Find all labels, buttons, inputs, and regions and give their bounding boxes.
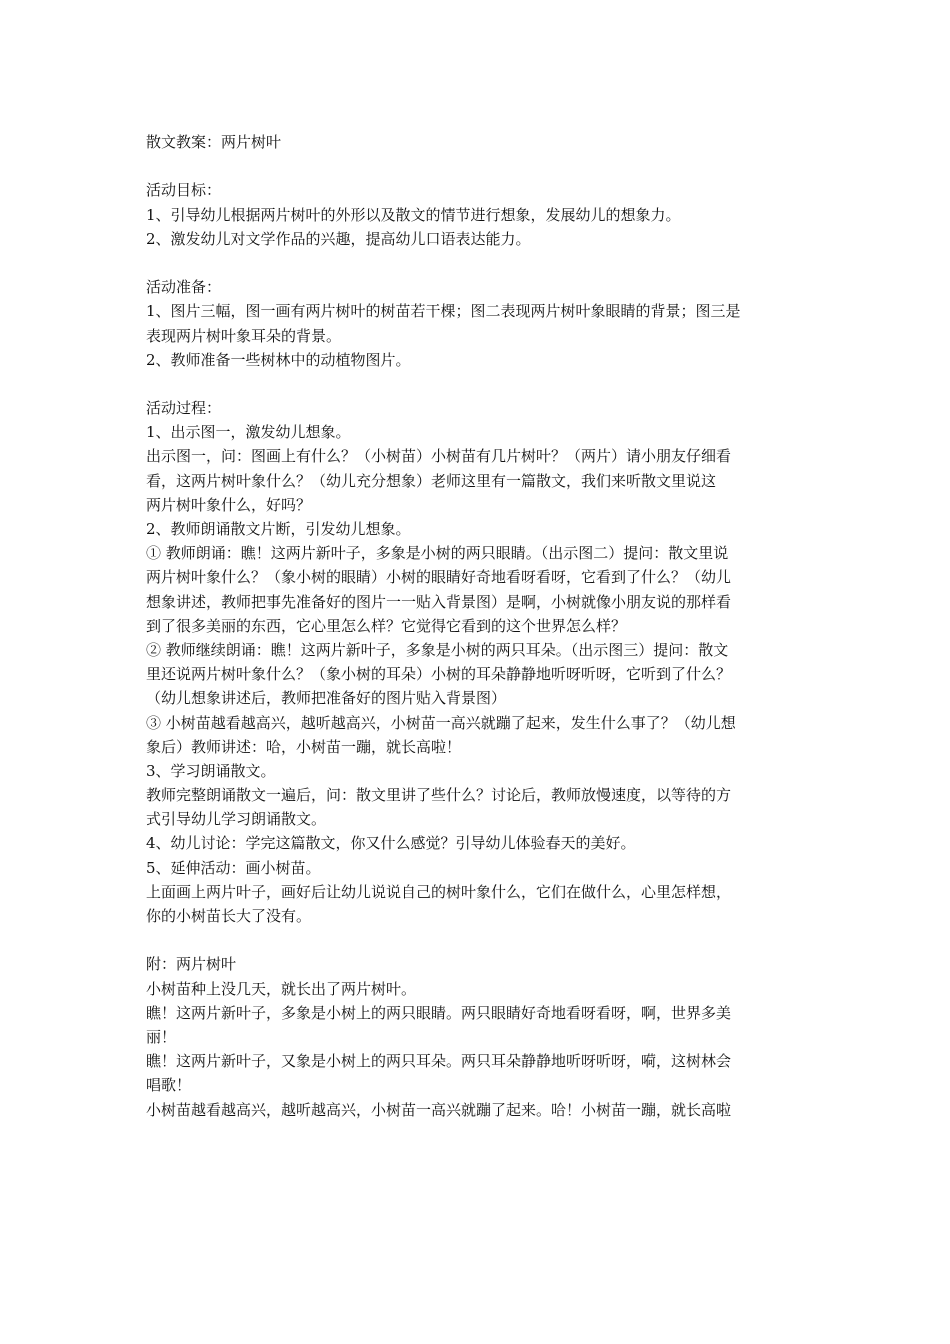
text-line: 唱歌！ (146, 1076, 192, 1095)
text-line: 到了很多美丽的东西，它心里怎么样？它觉得它看到的这个世界怎么样？ (146, 616, 627, 635)
text-line: 瞧！这两片新叶子，多象是小树上的两只眼睛。两只眼睛好奇地看呀看呀，啊，世界多美 (146, 1003, 732, 1022)
text-line: 5、延伸活动：画小树苗。 (146, 858, 321, 877)
blank-line (146, 372, 808, 396)
text-line: 出示图一，问：图画上有什么？（小树苗）小树苗有几片树叶？（两片）请小朋友仔细看 (146, 447, 732, 466)
text-line: 里还说两片树叶象什么？（象小树的耳朵）小树的耳朵静静地听呀听呀，它听到了什么？ (146, 665, 732, 684)
text-line: 丽！ (146, 1027, 177, 1046)
document-body (146, 130, 808, 1122)
blank-line (146, 154, 808, 178)
section-heading-appendix: 附：两片树叶 (146, 955, 237, 974)
blank-line (146, 251, 808, 275)
section-heading-preparation: 活动准备： (146, 278, 222, 297)
section-heading-process: 活动过程： (146, 399, 222, 418)
text-line: 教师完整朗诵散文一遍后，问：散文里讲了些什么？讨论后，教师放慢速度，以等待的方 (146, 786, 732, 805)
text-line: 1、引导幼儿根据两片树叶的外形以及散文的情节进行想象，发展幼儿的想象力。 (146, 205, 681, 224)
text-line: 式引导幼儿学习朗诵散文。 (146, 810, 327, 829)
text-line: 上面画上两片叶子，画好后让幼儿说说自己的树叶象什么，它们在做什么，心里怎样想， (146, 882, 732, 901)
text-line: 想象讲述，教师把事先准备好的图片一一贴入背景图）是啊，小树就像小朋友说的那样看 (146, 592, 732, 611)
text-line: 你的小树苗长大了没有。 (146, 907, 312, 925)
text-line: 小树苗越看越高兴，越听越高兴，小树苗一高兴就蹦了起来。哈！小树苗一蹦，就长高啦 (146, 1100, 732, 1119)
text-line: 3、学习朗诵散文。 (146, 761, 276, 780)
document-title: 散文教案：两片树叶 (146, 133, 282, 151)
text-line: 1、出示图一，激发幼儿想象。 (146, 423, 351, 442)
text-line: 看，这两片树叶象什么？（幼儿充分想象）老师这里有一篇散文，我们来听散文里说这 (146, 471, 717, 490)
text-line: ③ 小树苗越看越高兴，越听越高兴，小树苗一高兴就蹦了起来，发生什么事了？（幼儿想 (146, 713, 736, 732)
text-line: 小树苗种上没几天，就长出了两片树叶。 (146, 979, 417, 998)
text-line: 2、激发幼儿对文学作品的兴趣，提高幼儿口语表达能力。 (146, 229, 531, 248)
text-line: 瞧！这两片新叶子，又象是小树上的两只耳朵。两只耳朵静静地听呀听呀，嗬，这树林会 (146, 1052, 732, 1071)
text-line: 2、教师朗诵散文片断，引发幼儿想象。 (146, 520, 411, 538)
text-line: 两片树叶象什么，好吗？ (146, 495, 312, 514)
text-line: 2、教师准备一些树林中的动植物图片。 (146, 350, 411, 369)
text-line: （幼儿想象讲述后，教师把准备好的图片贴入背景图） (146, 689, 507, 708)
text-line: 表现两片树叶象耳朵的背景。 (146, 326, 342, 345)
text-line: 两片树叶象什么？（象小树的眼睛）小树的眼睛好奇地看呀看呀，它看到了什么？（幼儿 (146, 568, 732, 587)
section-heading-goals: 活动目标： (146, 181, 222, 200)
text-line: 象后）教师讲述：哈，小树苗一蹦，就长高啦！ (146, 737, 462, 756)
text-line: ② 教师继续朗诵：瞧！这两片新叶子，多象是小树的两只耳朵。（出示图三）提问：散文 (146, 640, 729, 659)
text-line: 1、图片三幅，图一画有两片树叶的树苗若干棵；图二表现两片树叶象眼睛的背景；图三是 (146, 302, 741, 321)
text-line: ① 教师朗诵：瞧！这两片新叶子，多象是小树的两只眼睛。（出示图二）提问：散文里说 (146, 544, 729, 563)
text-line: 4、幼儿讨论：学完这篇散文，你又什么感觉？引导幼儿体验春天的美好。 (146, 834, 636, 853)
blank-line (146, 928, 808, 952)
